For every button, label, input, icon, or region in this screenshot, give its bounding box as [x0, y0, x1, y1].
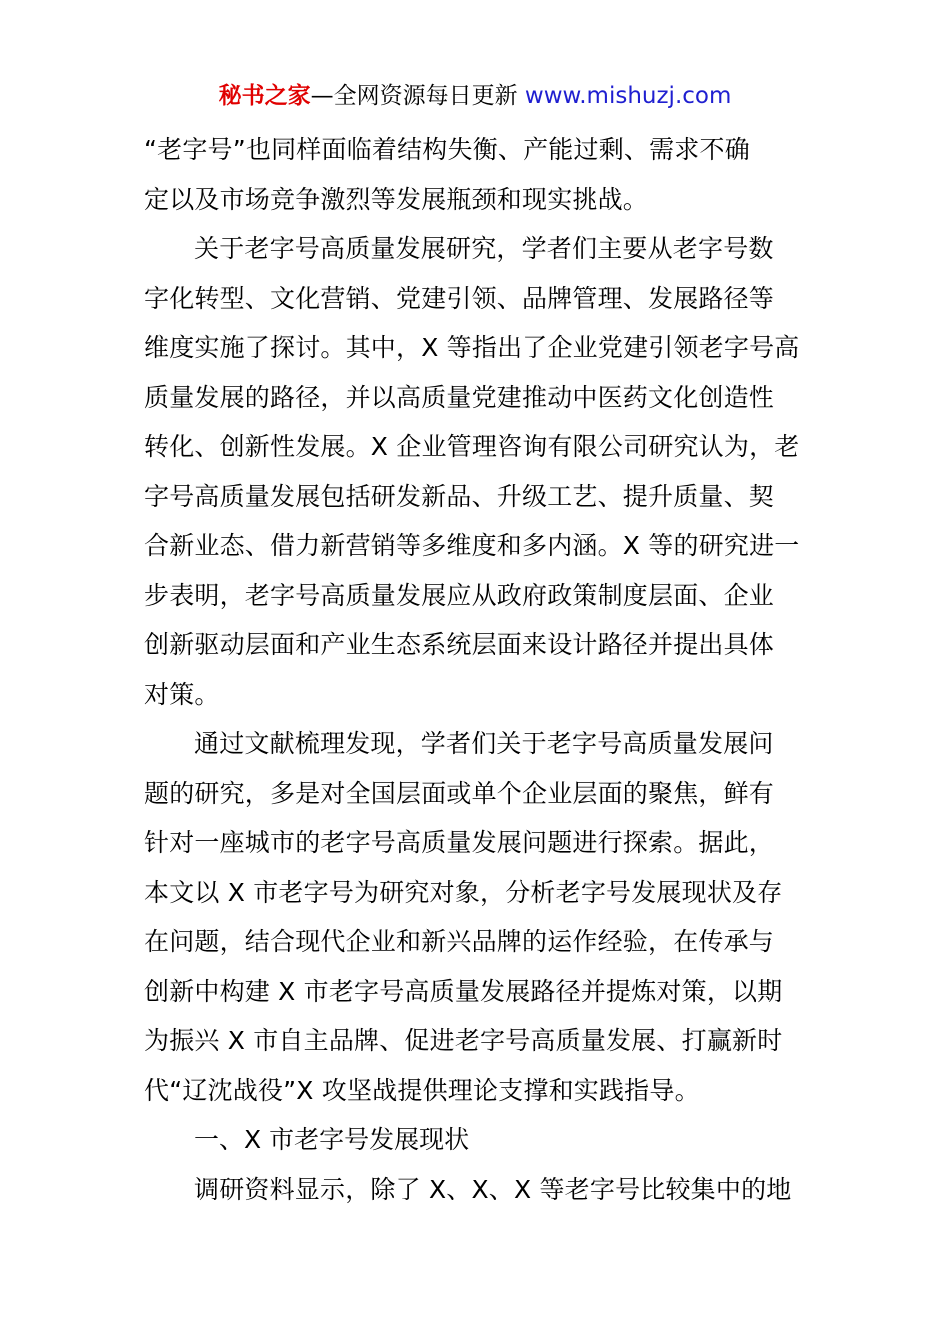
text-line: 通过文献梳理发现，学者们关于老字号高质量发展问 [194, 729, 774, 758]
text-line: 转化、创新性发展。X 企业管理咨询有限公司研究认为，老 [144, 432, 800, 461]
paragraph-2 [144, 224, 810, 719]
text-line: 对策。 [144, 679, 220, 709]
site-url-link[interactable]: www.mishuzj.com [524, 83, 732, 109]
paragraph-1 [144, 125, 810, 224]
text-line: 题的研究，多是对全国层面或单个企业层面的聚焦，鲜有 [144, 778, 775, 808]
text-line: “老字号”也同样面临着结构失衡、产能过剩、需求不确 [144, 135, 750, 164]
site-banner [0, 80, 950, 112]
text-line: 针对一座城市的老字号高质量发展问题进行探索。据此， [144, 828, 775, 857]
text-line: 在问题，结合现代企业和新兴品牌的运作经验，在传承与 [144, 927, 775, 956]
section-heading: 一、X 市老字号发展现状 [194, 1125, 470, 1154]
text-line: 创新中构建 X 市老字号高质量发展路径并提炼对策，以期 [144, 976, 783, 1006]
text-line: 质量发展的路径，并以高质量党建推动中医药文化创造性 [144, 382, 775, 412]
text-line: 创新驱动层面和产业生态系统层面来设计路径并提出具体 [144, 630, 775, 659]
text-line: 定以及市场竞争激烈等发展瓶颈和现实挑战。 [144, 184, 649, 214]
site-tagline: —全网资源每日更新 [310, 83, 518, 109]
site-brand: 秘书之家 [218, 83, 311, 109]
text-line: 维度实施了探讨。其中，X 等指出了企业党建引领老字号高 [144, 333, 800, 362]
text-line: 本文以 X 市老字号为研究对象，分析老字号发展现状及存 [144, 877, 783, 907]
text-line: 为振兴 X 市自主品牌、促进老字号高质量发展、打赢新时 [144, 1026, 783, 1055]
text-line: 调研资料显示，除了 X、X、X 等老字号比较集中的地 [194, 1174, 792, 1204]
paragraph-4 [144, 1165, 810, 1215]
paragraph-3 [144, 719, 810, 1115]
text-line: 步表明，老字号高质量发展应从政府政策制度层面、企业 [144, 580, 775, 610]
text-line: 字化转型、文化营销、党建引领、品牌管理、发展路径等 [144, 283, 775, 313]
text-line: 合新业态、借力新营销等多维度和多内涵。X 等的研究进一 [144, 531, 800, 560]
text-line: 字号高质量发展包括研发新品、升级工艺、提升质量、契 [144, 481, 775, 511]
text-line: 代“辽沈战役”X 攻坚战提供理论支撑和实践指导。 [144, 1075, 700, 1105]
text-line: 关于老字号高质量发展研究，学者们主要从老字号数 [194, 234, 774, 263]
document-body [144, 125, 810, 1214]
